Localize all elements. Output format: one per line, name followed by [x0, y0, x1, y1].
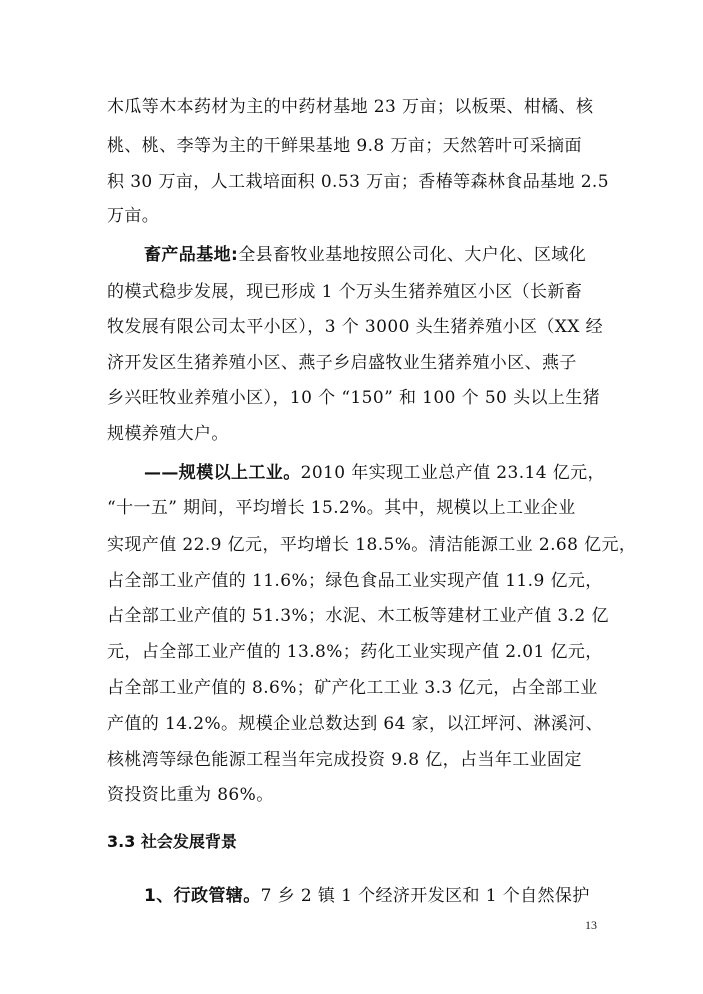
paragraph-2-lead: 畜产品基地:: [144, 245, 239, 265]
paragraph-2-line-3: 牧发展有限公司太平小区），3 个 3000 头生猪养殖小区（XX 经: [107, 317, 603, 337]
paragraph-3-line-3: 实现产值 22.9 亿元，平均增长 18.5%。清洁能源工业 2.68 亿元，: [107, 535, 637, 555]
paragraph-3-line-6: 元，占全部工业产值的 13.8%；药化工业实现产值 2.01 亿元，: [107, 642, 603, 662]
paragraph-3-line-7: 占全部工业产值的 8.6%；矿产化工工业 3.3 亿元，占全部工业: [107, 678, 598, 698]
paragraph-2-line-1-rest: 全县畜牧业基地按照公司化、大户化、区域化: [238, 245, 587, 265]
paragraph-3-line-8: 产值的 14.2%。规模企业总数达到 64 家，以江坪河、淋溪河、: [107, 714, 604, 734]
paragraph-2-line-1: [144, 244, 586, 266]
paragraph-1-line-1: 木瓜等木本药材为主的中药材基地 23 万亩；以板栗、柑橘、核: [107, 97, 594, 117]
paragraph-1-line-3: 积 30 万亩，人工栽培面积 0.53 万亩；香椿等森林食品基地 2.5: [107, 172, 609, 192]
paragraph-3-line-2: “十一五” 期间，平均增长 15.2%。其中，规模以上工业企业: [107, 498, 576, 518]
section-heading: 3.3 社会发展背景: [107, 832, 237, 851]
paragraph-4-rest: 7 乡 2 镇 1 个经济开发区和 1 个自然保护: [260, 886, 590, 906]
paragraph-2-line-4: 济开发区生猪养殖小区、燕子乡启盛牧业生猪养殖小区、燕子: [107, 353, 577, 373]
paragraph-1-line-2: 桃、桃、李等为主的干鲜果基地 9.8 万亩；天然箬叶可采摘面: [107, 136, 582, 156]
paragraph-2-line-5: 乡兴旺牧业养殖小区），10 个 “150” 和 100 个 50 头以上生猪: [107, 388, 601, 408]
paragraph-3-line-1: [144, 462, 605, 484]
paragraph-3-line-4: 占全部工业产值的 11.6%；绿色食品工业实现产值 11.9 亿元，: [107, 571, 603, 591]
paragraph-3-line-10: 资投资比重为 86%。: [107, 785, 274, 805]
paragraph-4-lead: 1、行政管辖。: [144, 886, 261, 906]
page-number: 13: [585, 918, 597, 932]
paragraph-3-lead: ——规模以上工业。: [144, 463, 301, 483]
paragraph-3-line-1-rest: 2010 年实现工业总产值 23.14 亿元，: [300, 463, 605, 483]
paragraph-1-line-4: 万亩。: [107, 206, 160, 226]
paragraph-3-line-5: 占全部工业产值的 51.3%；水泥、木工板等建材工业产值 3.2 亿: [107, 606, 609, 626]
paragraph-2-line-2: 的模式稳步发展，现已形成 1 个万头生猪养殖区小区（长新畜: [107, 282, 583, 302]
paragraph-3-line-9: 核桃湾等绿色能源工程当年完成投资 9.8 亿，占当年工业固定: [107, 750, 582, 770]
paragraph-2-line-6: 规模养殖大户。: [107, 424, 229, 444]
paragraph-4-line-1: [144, 885, 590, 907]
